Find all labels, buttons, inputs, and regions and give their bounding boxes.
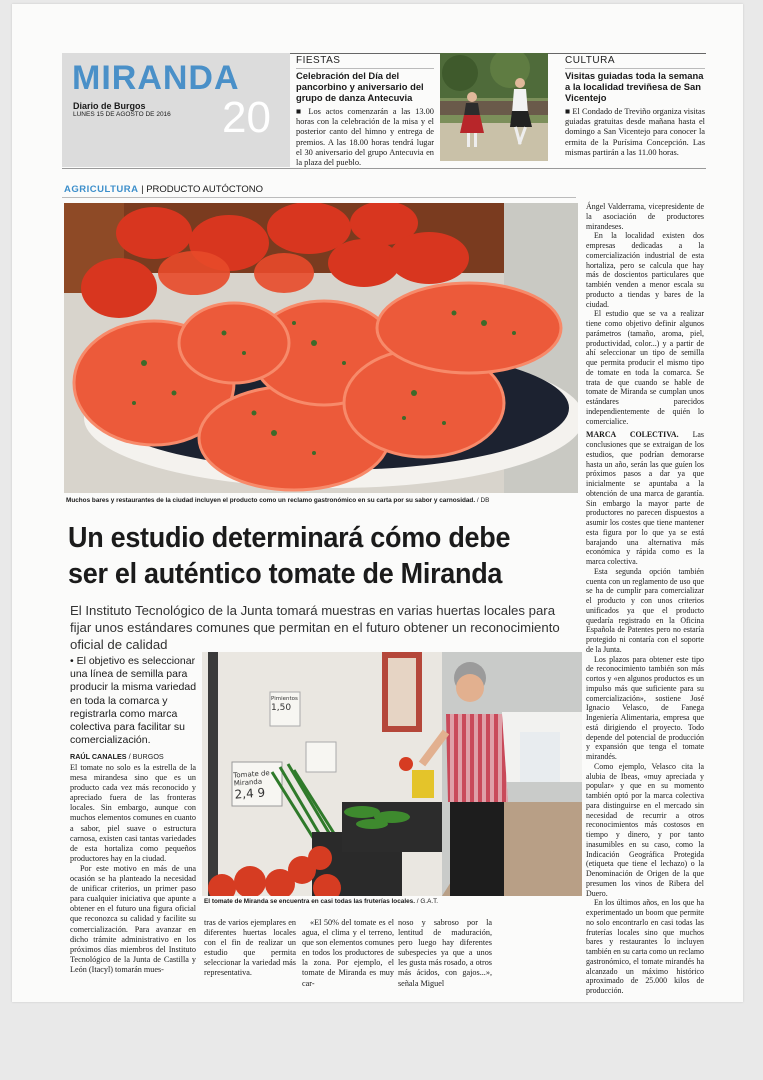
column-2: tras de varios ejemplares en diferentes huertas locales con el fin de realizar un estudio que permita seleccionar la variedad más representativa. (204, 918, 296, 978)
brief-body: ■ El Condado de Treviño organiza visitas guiadas gratuitas desde mañana hasta el domingo a San Vicentejo para conocer la ermita de la Purísima Concepción. Las mismas partirán a las 11.00 horas. (565, 107, 705, 157)
divider (565, 68, 705, 69)
issue-date: LUNES 15 DE AGOSTO DE 2016 (73, 111, 171, 118)
tomato-plate-photo (64, 203, 578, 493)
paragraph: En la localidad existen dos empresas dedicadas a la comercialización industrial de esta hortaliza, pero se calcula que hay más de doscientos particulares que también venden a menor escala su producto a tiendas y bares de la ciudad. (586, 231, 704, 309)
dancers-photo (440, 53, 548, 161)
byline (70, 752, 164, 761)
fruit-shop-photo (202, 652, 582, 896)
brief-body: ■ Los actos comenzarán a las 13.00 horas con la celebración de la misa y el posterior canto del himno y entrega de premios. A las 18.00 horas tendrá lugar el 30 aniversario del grupo Antecuvia en la plaza del pueblo. (296, 107, 434, 168)
headline-line-1: Un estudio determinará cómo debe (68, 522, 511, 554)
price-sign-peppers (271, 696, 299, 714)
brief-cultura (565, 55, 705, 158)
byline-place: / BURGOS (128, 752, 164, 761)
column-right (586, 202, 704, 996)
category-label: AGRICULTURA (64, 184, 139, 195)
page-number: 20 (222, 93, 271, 142)
column-1 (70, 763, 196, 975)
brief-section-label: FIESTAS (296, 55, 341, 66)
author: RAÚL CANALES (70, 752, 127, 761)
paragraph: En los últimos años, en los que ha experimentado un boom que permite no solo encontrarlo en casi todas las fruterías locales sino que muchos bares y restaurantes lo incluyen también en su carta como un reclamo gastronómico, el tomate mirandés ha alcanzado un máximo histórico aproximado de 25.000 kilos de producción. (586, 898, 704, 995)
article-deck: El Instituto Tecnológico de la Junta tomará muestras en varias huertas locales para fijar unos estándares comunes que permitan en el futuro obtener un reconocimiento oficial de calidad (70, 603, 560, 652)
section-masthead (62, 53, 290, 167)
paragraph: Ángel Valderrama, vicepresidente de la asociación de productores mirandeses. (586, 202, 704, 231)
caption-text: El tomate de Miranda se encuentra en casi todas las fruterías locales. (204, 898, 415, 905)
brief-title: Celebración del Día del pancorbino y aniversario del grupo de danza Antecuvia (296, 70, 424, 103)
sign-label: Pimientos (271, 696, 298, 702)
paragraph: Los plazos para obtener este tipo de reconocimiento también son más cortos y «en algunos productos es un impulso más que suficiente para su comercialización», sostiene José Ignacio Velasco, de Fanega Ingeniería Alimentaria, empresa que está dirigiendo el proyecto. Todo depende del potencial de producción y expansión que tenga el tomate mirandés. (586, 654, 704, 761)
photo-credit: / G.A.T. (416, 898, 439, 905)
paragraph: El estudio que se va a realizar tiene como objetivo definir algunos parámetros (tamaño, aroma, piel, productividad, color...) y a partir de ahí seleccionar un tipo de semilla que permita producir el mismo tipo de tomate en toda la comarca. Se trata de que cuando se hable de tomate de Miranda se cumplan unos estándares parecidos independientemente de quién lo comercialice. (586, 309, 704, 426)
paragraph: Como ejemplo, Velasco cita la alubia de Ibeas, «muy apreciada y popular» y que en su momento también optó por la marca colectiva para distinguirse en el mercado sin necesidad de recurrir a otros reconocimientos más costosos en tiempo y dinero, y por tanto inasumibles en su caso, como la Indicación Geográfica Protegida (etiqueta que tiene el lechazo) o la Denominación de Origen de la que presumen los vinos de Ribera del Duero. (586, 761, 704, 898)
column-3: «El 50% del tomate es el agua, el clima y el terreno, que son elementos comunes en todos los productores de la zona. Por ejemplo, el tomate de Miranda es muy car- (302, 918, 394, 988)
headline-line-2: ser el auténtico tomate de Miranda (68, 558, 503, 590)
brief-title: Visitas guiadas toda la semana a la localidad treviñesa de San Vicentejo (565, 70, 704, 103)
divider (296, 68, 434, 69)
paragraph: Las conclusiones que se extraigan de los estudios, que podrían demorarse hasta un año, serán las que guíen los próximos pasos a dar ya que inicialmente se apuntaba a la obtención de una marca de garantía. Sin embargo la mayor parte de productores no parecen dispuestos a asumir los costes que tiene mantener esta figura por lo que ya se está barajando una alternativa más económica y rápida como es la marca colectiva. (586, 430, 704, 566)
photo1-caption (66, 497, 578, 504)
section-name: MIRANDA (72, 59, 240, 97)
photo-credit: / DB (476, 497, 490, 504)
article-headline (68, 520, 589, 592)
sign-price: 1,50 (271, 703, 292, 713)
column-4: noso y sabroso por la lentitud de maduración, pero luego hay diferentes subespecies ya que a unos les gusta más rosado, a otros más ácidos, con gajos...», señala Miguel (398, 918, 492, 988)
price-sign-tomato (233, 768, 281, 801)
photo2-caption (204, 898, 582, 905)
category-rule (62, 197, 576, 198)
sign-label: Tomate de Miranda (233, 769, 270, 788)
subcategory-label: PRODUCTO AUTÓCTONO (146, 184, 264, 195)
paragraph: El tomate no solo es la estrella de la mesa mirandesa sino que es un producto cada vez más reconocido y apreciado fuera de las fronteras locales. Sin embargo, aunque con muchos elementos comunes en cuanto a sabor, piel suave o estructura carnosa, existen casi tantas variedades de esta hortaliza como pequeños productores hay en la ciudad. (70, 763, 196, 863)
publication-name: Diario de Burgos (73, 101, 146, 111)
brief-fiestas (296, 55, 434, 168)
paragraph: Por este motivo en más de una ocasión se ha planteado la necesidad de unificar criterios, un primer paso para cualquier iniciativa que apunte a obtener en el futuro una figura oficial que reconozca su calidad y facilite su comercialización. Para avanzar en dicho trámite administrativo en los próximos días miembros del Instituto Tecnológico de la Junta de Castilla y León (Itacyl) tomarán mues- (70, 863, 196, 974)
paragraph: Esta segunda opción también cuenta con un reglamento de uso que se ha de cumplir para comercializar el producto y con unos criterios unificados ya que el producto quedaría registrado en la Oficina Española de Patentes pero no estaría protegido ni contaría con el soporte de la Junta. (586, 566, 704, 654)
article-category: AGRICULTURA | PRODUCTO AUTÓCTONO (64, 184, 264, 195)
article-lead: • El objetivo es seleccionar una línea de semilla para producir la misma variedad en toda la comarca y registrarla como marca colectiva para facilitar su comercialización. (70, 655, 197, 747)
brief-section-label: CULTURA (565, 55, 615, 66)
subhead-marca-colectiva: MARCA COLECTIVA. (586, 430, 679, 440)
sign-price: 2,4 9 (234, 785, 266, 802)
caption-text: Muchos bares y restaurantes de la ciudad incluyen el producto como un reclamo gastronómico en su carta por su sabor y carnosidad. (66, 497, 476, 504)
